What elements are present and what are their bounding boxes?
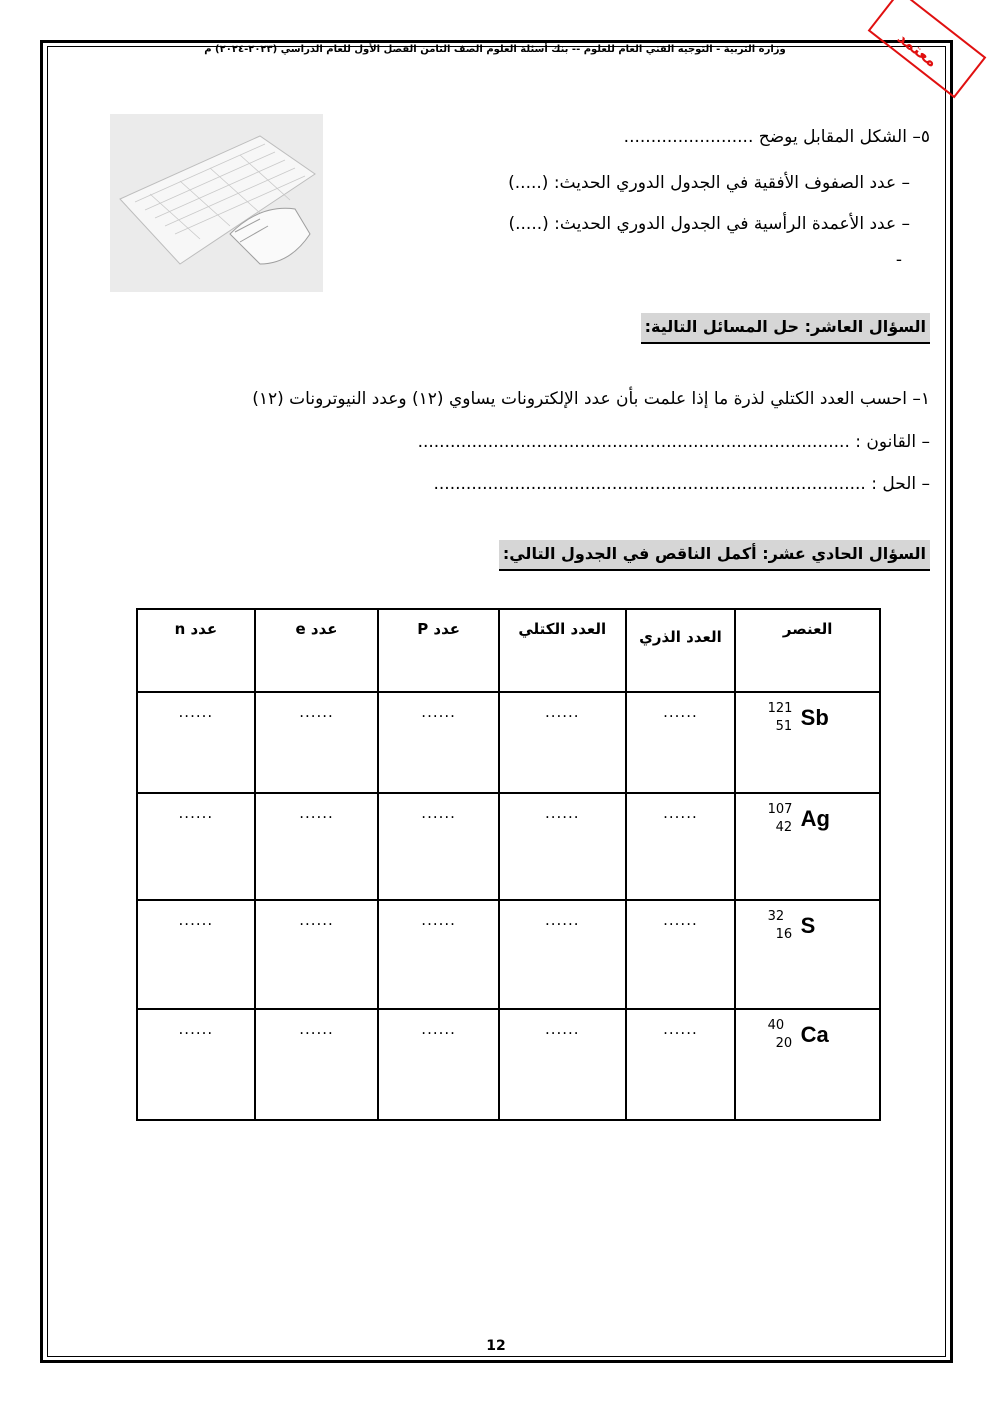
col-electrons: عدد e bbox=[255, 609, 379, 692]
blank-cell[interactable]: ...... bbox=[626, 1009, 736, 1120]
col-neutrons: عدد n bbox=[137, 609, 255, 692]
q10-law: – القانون : ................................................................................ bbox=[417, 432, 930, 452]
q10-heading: السؤال العاشر: حل المسائل التالية: bbox=[641, 313, 930, 344]
blank-cell[interactable]: ...... bbox=[137, 793, 255, 900]
nuclide-symbol bbox=[768, 804, 848, 848]
blank-cell[interactable]: ...... bbox=[378, 1009, 499, 1120]
element-cell bbox=[735, 1009, 880, 1120]
q5-empty-line: - bbox=[895, 250, 902, 270]
blank-cell[interactable]: ...... bbox=[255, 1009, 379, 1120]
blank-cell[interactable]: ...... bbox=[499, 900, 626, 1009]
stamp-label: معتمد bbox=[893, 28, 942, 71]
blank-cell[interactable]: ...... bbox=[137, 1009, 255, 1120]
col-mass-number: العدد الكتلي bbox=[499, 609, 626, 692]
table-row bbox=[137, 1009, 880, 1120]
q5-rows-line: – عدد الصفوف الأفقية في الجدول الدوري الحديث: (.....) bbox=[508, 173, 910, 193]
col-atomic-number: العدد الذري bbox=[626, 609, 736, 692]
blank-cell[interactable]: ...... bbox=[255, 900, 379, 1009]
atomic-number: 42 bbox=[775, 820, 793, 835]
table-row bbox=[137, 900, 880, 1009]
blank-cell[interactable]: ...... bbox=[137, 900, 255, 1009]
q10-solution: – الحل : ................................................................................ bbox=[433, 474, 930, 494]
table-row bbox=[137, 793, 880, 900]
blank-cell[interactable]: ...... bbox=[626, 900, 736, 1009]
table-row bbox=[137, 692, 880, 793]
page-header: وزارة التربية - التوجيه الفني العام للعلوم -- بنك أسئلة العلوم الصف الثامن الفصل الأول للعام الدراسي (٢٠٢٣-٢٠٢٤) م bbox=[204, 44, 786, 55]
blank-cell[interactable]: ...... bbox=[626, 793, 736, 900]
elements-table bbox=[136, 608, 881, 1121]
q10-problem: ١– احسب العدد الكتلي لذرة ما إذا علمت بأن عدد الإلكترونات يساوي (١٢) وعدد النيوترونات (١٢) bbox=[252, 389, 930, 409]
element-cell bbox=[735, 692, 880, 793]
atomic-number: 16 bbox=[775, 927, 793, 942]
table-header-row bbox=[137, 609, 880, 692]
blank-cell[interactable]: ...... bbox=[255, 692, 379, 793]
blank-cell[interactable]: ...... bbox=[499, 1009, 626, 1120]
nuclide-symbol bbox=[768, 911, 848, 955]
blank-cell[interactable]: ...... bbox=[378, 793, 499, 900]
col-protons: عدد P bbox=[378, 609, 499, 692]
atomic-number: 51 bbox=[775, 719, 793, 734]
blank-cell[interactable]: ...... bbox=[378, 692, 499, 793]
periodic-table-illustration bbox=[110, 114, 323, 292]
nuclide-symbol bbox=[768, 1020, 848, 1064]
element-symbol: Sb bbox=[800, 705, 829, 730]
atomic-number: 20 bbox=[775, 1036, 793, 1051]
mass-number: 32 bbox=[767, 909, 785, 924]
blank-cell[interactable]: ...... bbox=[255, 793, 379, 900]
blank-cell[interactable]: ...... bbox=[499, 692, 626, 793]
element-symbol: Ca bbox=[800, 1022, 829, 1047]
q5-title: ٥– الشكل المقابل يوضح ........................ bbox=[623, 127, 930, 147]
blank-cell[interactable]: ...... bbox=[137, 692, 255, 793]
mass-number: 107 bbox=[767, 802, 793, 817]
blank-cell[interactable]: ...... bbox=[626, 692, 736, 793]
blank-cell[interactable]: ...... bbox=[378, 900, 499, 1009]
element-symbol: Ag bbox=[800, 806, 830, 831]
mass-number: 40 bbox=[767, 1018, 785, 1033]
element-cell bbox=[735, 900, 880, 1009]
blank-cell[interactable]: ...... bbox=[499, 793, 626, 900]
nuclide-symbol bbox=[768, 703, 848, 747]
page-number: 12 bbox=[486, 1338, 506, 1354]
element-cell bbox=[735, 793, 880, 900]
q5-columns-line: – عدد الأعمدة الرأسية في الجدول الدوري الحديث: (.....) bbox=[508, 214, 910, 234]
col-element: العنصر bbox=[735, 609, 880, 692]
mass-number: 121 bbox=[767, 701, 793, 716]
q11-heading: السؤال الحادي عشر: أكمل الناقص في الجدول التالي: bbox=[499, 540, 930, 571]
element-symbol: S bbox=[800, 913, 816, 938]
